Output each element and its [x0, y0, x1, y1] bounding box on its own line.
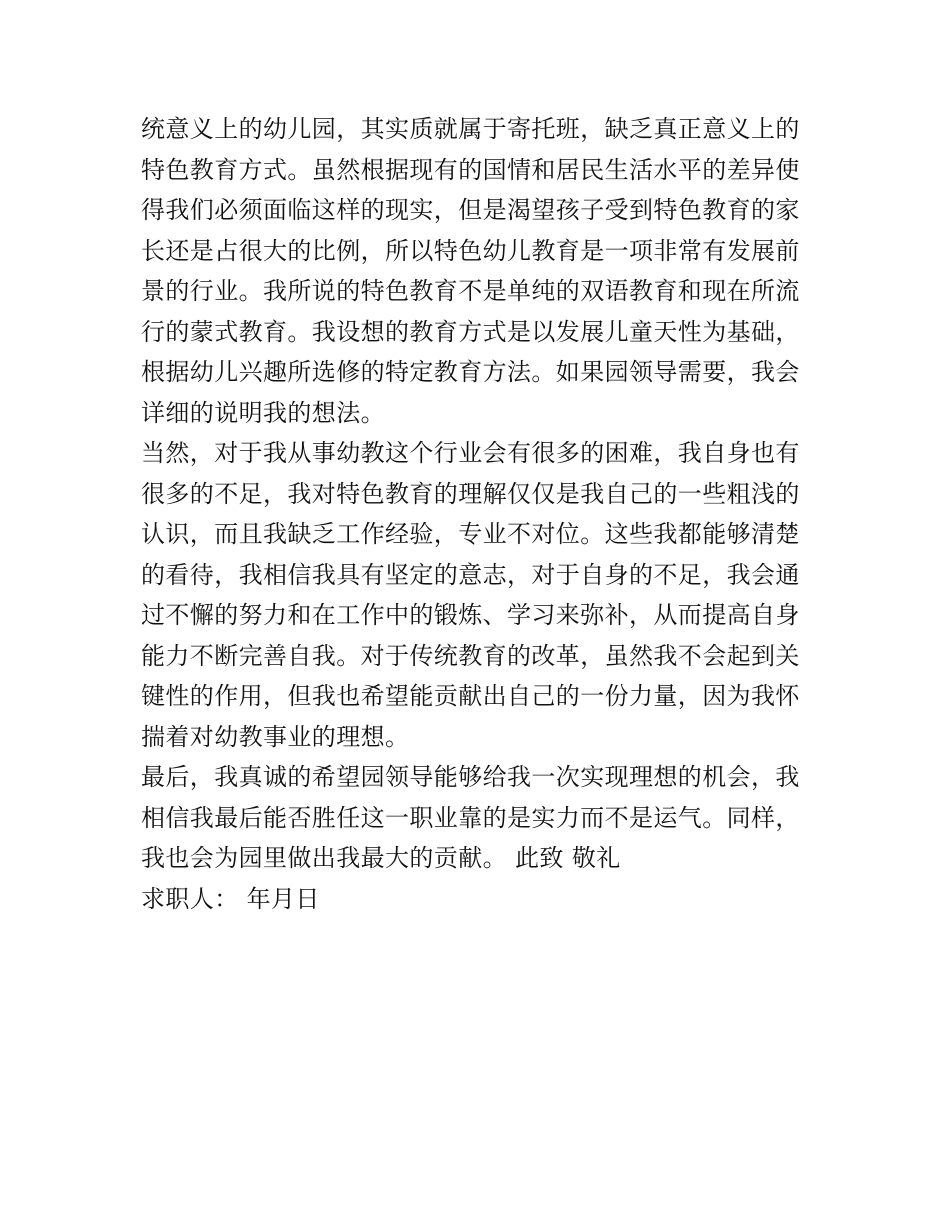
text-line: 的看待，我相信我具有坚定的意志，对于自身的不足，我会通: [141, 560, 800, 589]
letter-body: [141, 109, 821, 919]
text-line: 当然，对于我从事幼教这个行业会有很多的困难，我自身也有: [141, 439, 800, 467]
text-line: 我也会为园里做出我最大的贡献。 此致 敬礼: [141, 844, 621, 872]
text-line: 长还是占很大的比例，所以特色幼儿教育是一项非常有发展前: [141, 236, 800, 265]
text-line: 得我们必须面临这样的现实，但是渴望孩子受到特色教育的家: [141, 196, 800, 224]
text-line: 过不懈的努力和在工作中的锻炼、学习来弥补，从而提高自身: [141, 601, 800, 629]
text-line: 揣着对幼教事业的理想。: [141, 722, 410, 751]
text-line: 详细的说明我的想法。: [141, 398, 385, 427]
signature-line: 求职人： 年月日: [141, 884, 320, 913]
text-line: 行的蒙式教育。我设想的教育方式是以发展儿童天性为基础，: [141, 317, 800, 346]
text-line: 根据幼儿兴趣所选修的特定教育方法。如果园领导需要，我会: [141, 358, 800, 386]
text-line: 特色教育方式。虽然根据现有的国情和居民生活水平的差异使: [141, 155, 800, 184]
text-line: 景的行业。我所说的特色教育不是单纯的双语教育和现在所流: [141, 277, 800, 305]
text-line: 能力不断完善自我。对于传统教育的改革，虽然我不会起到关: [141, 641, 800, 670]
text-line: 相信我最后能否胜任这一职业靠的是实力而不是运气。同样，: [141, 803, 800, 832]
text-line: 键性的作用，但我也希望能贡献出自己的一份力量，因为我怀: [141, 682, 800, 710]
text-line: 认识，而且我缺乏工作经验，专业不对位。这些我都能够清楚: [141, 520, 800, 548]
text-line: 统意义上的幼儿园，其实质就属于寄托班，缺乏真正意义上的: [141, 115, 800, 143]
text-line: 最后，我真诚的希望园领导能够给我一次实现理想的机会，我: [141, 763, 800, 791]
text-line: 很多的不足，我对特色教育的理解仅仅是我自己的一些粗浅的: [141, 479, 800, 508]
